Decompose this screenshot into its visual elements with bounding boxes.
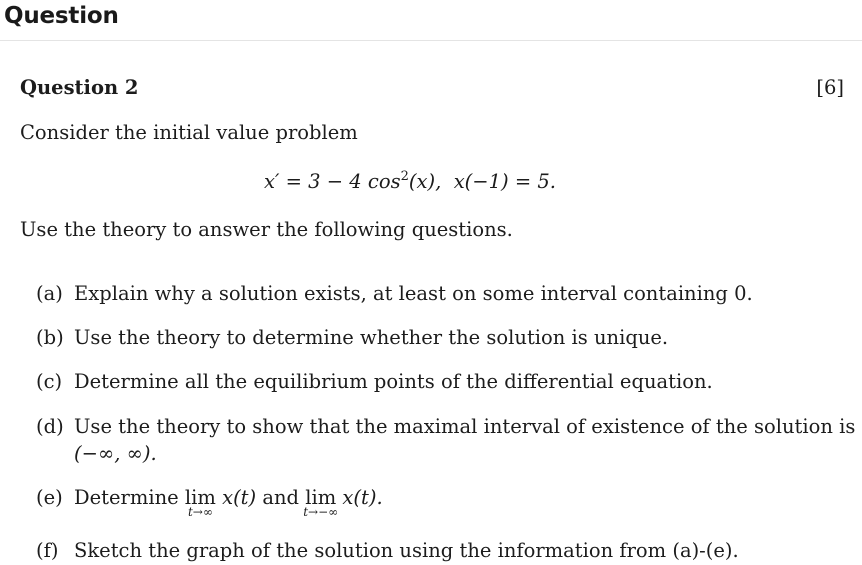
part-e-conjunction: and [262, 486, 300, 509]
limit-1-expression: x(t) [222, 486, 257, 509]
limit-1-operator: lim [184, 486, 216, 509]
equation-power: 2 [400, 168, 409, 184]
equation-lhs: x′ = 3 − 4 cos [264, 170, 401, 193]
page-title: Question [4, 3, 119, 29]
question-instruction: Use the theory to answer the following questions. [20, 218, 513, 241]
part-b-text: Use the theory to determine whether the solution is unique. [74, 326, 669, 349]
part-d-text-line2: (−∞, ∞). [74, 442, 157, 465]
part-c-text: Determine all the equilibrium points of the differential equation. [74, 370, 713, 393]
part-a [36, 281, 846, 307]
limit-2-subscript: t→−∞ [303, 505, 339, 519]
part-c-label: (c) [36, 370, 63, 393]
equation-arg: (x), [408, 170, 442, 193]
limit-2-expression: x(t). [342, 486, 383, 509]
part-f-text: Sketch the graph of the solution using the information from (a)-(e). [74, 539, 739, 562]
part-a-text: Explain why a solution exists, at least on some interval containing 0. [74, 282, 753, 305]
limit-positive-infinity [184, 485, 216, 519]
part-c [36, 369, 846, 395]
question-intro: Consider the initial value problem [20, 121, 358, 144]
part-a-label: (a) [36, 282, 63, 305]
question-marks: [6] [816, 76, 844, 99]
limit-1-subscript: t→∞ [187, 505, 213, 519]
part-e-prefix: Determine [74, 486, 179, 509]
part-f [36, 538, 846, 564]
part-b [36, 325, 846, 351]
part-d-text-line1: Use the theory to show that the maximal interval of existence of the solution is [74, 415, 856, 438]
limit-negative-infinity [303, 485, 339, 519]
page-header [0, 0, 862, 41]
limit-2-operator: lim [305, 486, 337, 509]
part-e [36, 485, 846, 519]
part-d-label: (d) [36, 415, 64, 438]
part-e-label: (e) [36, 486, 63, 509]
equation-condition: x(−1) = 5. [453, 170, 556, 193]
question-title: Question 2 [20, 76, 139, 99]
ivp-equation [0, 169, 820, 195]
part-f-label: (f) [36, 539, 59, 562]
part-b-label: (b) [36, 326, 64, 349]
